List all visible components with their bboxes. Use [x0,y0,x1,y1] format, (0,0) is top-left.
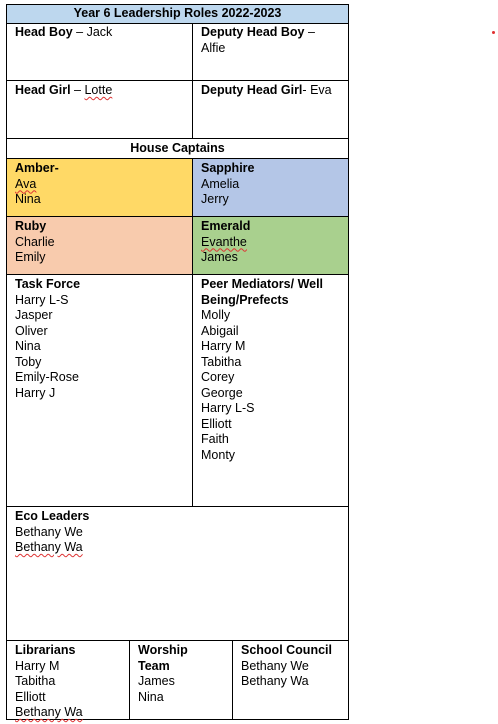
table-title [6,4,349,23]
ruby-member: Charlie [15,234,55,249]
task-force-member: Oliver [15,323,48,338]
head-girl-cell [7,81,192,138]
worship-team-member: James [138,674,175,688]
peer-mediators-heading: Being/Prefects [201,292,289,307]
task-force-member: Jasper [15,308,53,322]
head-boy-name: Jack [86,25,113,39]
sapphire-heading: Sapphire [201,161,255,175]
sapphire-member: Jerry [201,192,229,206]
amber-member: Nina [15,192,41,206]
emerald-house-cell [193,217,348,274]
eco-leaders-heading: Eco Leaders [15,509,90,523]
deputy-head-boy-label: Deputy Head Boy [201,25,305,39]
librarians-member: Bethany Wa [15,705,83,719]
ruby-heading: Ruby [15,219,47,233]
amber-house-cell [7,159,192,216]
peer-mediators-member: George [201,385,243,400]
school-council-cell [233,641,348,719]
head-girl-sep: – [70,83,85,97]
peer-mediators-member: Harry M [201,339,246,353]
deputy-head-boy-sep: – [304,25,315,39]
red-marker-dot [492,31,495,34]
worship-team-heading: Worship [138,643,188,657]
school-council-member: Bethany We [241,658,309,673]
task-force-member: Harry L-S [15,292,69,307]
librarians-heading: Librarians [15,643,76,657]
head-boy-sep: – [72,25,87,39]
sapphire-house-cell [193,159,348,216]
eco-leaders-cell [7,507,348,640]
head-girl-name: Lotte [84,83,113,97]
task-force-cell [7,275,192,506]
task-force-member: Harry J [15,385,56,400]
house-captains-label: House Captains [130,141,225,155]
peer-mediators-heading: Peer Mediators/ Well [201,277,324,291]
librarians-member: Harry M [15,658,60,673]
task-force-member: Toby [15,354,42,369]
task-force-member: Emily-Rose [15,370,79,384]
deputy-head-girl-label: Deputy Head Girl [201,83,303,97]
peer-mediators-cell [193,275,348,506]
emerald-member: Evanthe [201,234,247,249]
ruby-house-cell [7,217,192,274]
peer-mediators-member: Abigail [201,323,239,338]
eco-leaders-member: Bethany Wa [15,540,83,554]
school-council-heading: School Council [241,643,332,657]
amber-heading: Amber- [15,161,59,175]
sapphire-member: Amelia [201,176,240,191]
ruby-member: Emily [15,250,46,264]
deputy-head-boy-name: Alfie [201,40,226,55]
peer-mediators-member: Corey [201,370,235,384]
emerald-heading: Emerald [201,219,251,233]
school-council-member: Bethany Wa [241,674,309,688]
task-force-heading: Task Force [15,277,81,291]
worship-team-heading: Team [138,658,170,673]
peer-mediators-member: Faith [201,432,229,446]
peer-mediators-member: Tabitha [201,354,242,369]
peer-mediators-member: Elliott [201,416,232,431]
peer-mediators-member: Harry L-S [201,401,255,415]
deputy-head-girl-sep: - [302,83,311,97]
head-boy-cell [7,23,192,80]
eco-leaders-member: Bethany We [15,524,83,539]
peer-mediators-member: Monty [201,447,236,462]
head-girl-label: Head Girl [15,83,71,97]
head-boy-label: Head Boy [15,25,73,39]
deputy-head-girl-cell [193,81,348,138]
librarians-cell [7,641,129,719]
emerald-member: James [201,250,238,264]
deputy-head-girl-name: Eva [310,83,332,97]
deputy-head-boy-cell [193,23,348,80]
worship-team-cell [130,641,232,719]
house-captains-header [7,139,348,158]
peer-mediators-member: Molly [201,308,231,322]
table-border-right [348,4,349,720]
librarians-member: Tabitha [15,674,56,688]
librarians-member: Elliott [15,689,46,704]
amber-member: Ava [15,176,37,191]
task-force-member: Nina [15,339,41,353]
title-text: Year 6 Leadership Roles 2022-2023 [73,6,282,20]
worship-team-member: Nina [138,689,164,704]
